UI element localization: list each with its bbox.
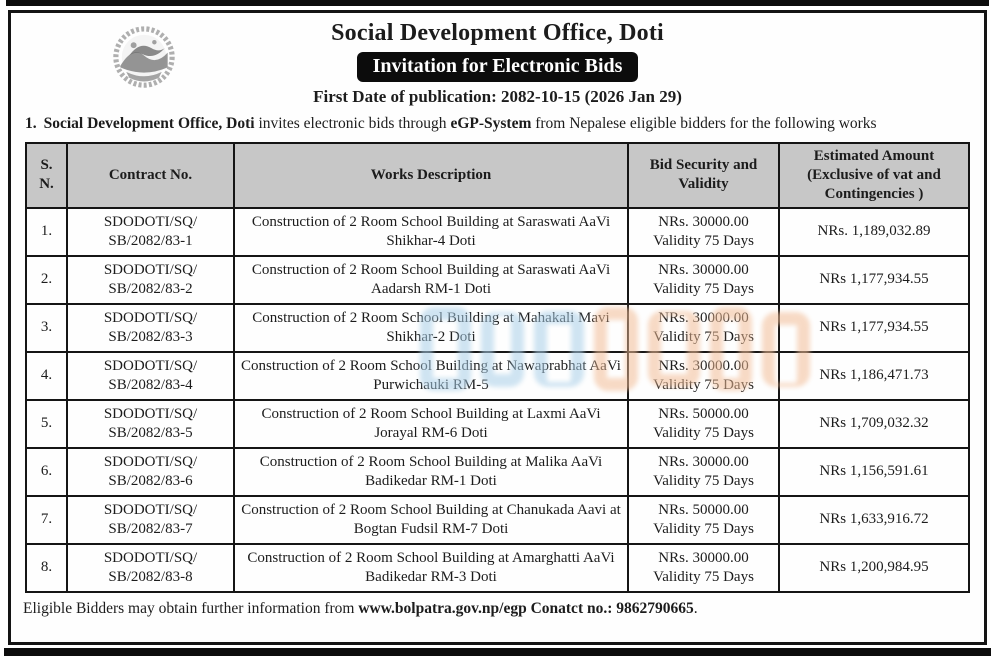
table-header-row: [26, 143, 969, 208]
header-contract: Contract No.: [67, 143, 234, 208]
amount-cell: NRs 1,177,934.55: [779, 256, 969, 304]
document-header: [11, 13, 984, 107]
amount-cell: NRs 1,156,591.61: [779, 448, 969, 496]
nepal-emblem-logo: [107, 21, 181, 99]
description-cell: Construction of 2 Room School Building at Malika AaVi Badikedar RM-1 Doti: [234, 448, 628, 496]
table-row: [26, 496, 969, 544]
contract-cell: SDODOTI/SQ/ SB/2082/83-3: [67, 304, 234, 352]
scan-artifact-top-strip: [6, 0, 989, 6]
contract-cell: SDODOTI/SQ/ SB/2082/83-2: [67, 256, 234, 304]
footer-note: Eligible Bidders may obtain further information from www.bolpatra.gov.np/egp Conatct no.: 9862790665.: [23, 599, 698, 617]
contract-cell: SDODOTI/SQ/ SB/2082/83-1: [67, 208, 234, 256]
table-row: [26, 256, 969, 304]
scan-artifact-bottom-strip: [4, 648, 991, 656]
intro-paragraph: [25, 114, 970, 134]
table-row: [26, 352, 969, 400]
contract-cell: SDODOTI/SQ/ SB/2082/83-6: [67, 448, 234, 496]
publication-date-line: First Date of publication: 2082-10-15 (2026 Jan 29): [313, 87, 682, 106]
security-cell: NRs. 30000.00 Validity 75 Days: [628, 256, 779, 304]
table-row: [26, 400, 969, 448]
table-row: [26, 448, 969, 496]
security-cell: NRs. 30000.00 Validity 75 Days: [628, 208, 779, 256]
header-description: Works Description: [234, 143, 628, 208]
intro-office-name: Social Development Office, Doti: [43, 115, 255, 132]
sn-cell: 4.: [26, 352, 67, 400]
amount-cell: NRs 1,633,916.72: [779, 496, 969, 544]
intro-number: 1.: [25, 115, 37, 132]
description-cell: Construction of 2 Room School Building at Amarghatti AaVi Badikedar RM-3 Doti: [234, 544, 628, 592]
description-cell: Construction of 2 Room School Building at Mahakali Mavi Shikhar-2 Doti: [234, 304, 628, 352]
security-cell: NRs. 50000.00 Validity 75 Days: [628, 496, 779, 544]
header-amount: Estimated Amount (Exclusive of vat and Contingencies ): [779, 143, 969, 208]
security-cell: NRs. 30000.00 Validity 75 Days: [628, 304, 779, 352]
sn-cell: 5.: [26, 400, 67, 448]
amount-cell: NRs. 1,189,032.89: [779, 208, 969, 256]
footer-contact-info: www.bolpatra.gov.np/egp Conatct no.: 9862790665: [358, 599, 694, 617]
contract-cell: SDODOTI/SQ/ SB/2082/83-4: [67, 352, 234, 400]
notice-document: [8, 10, 987, 645]
description-cell: Construction of 2 Room School Building at Chanukada Aavi at Bogtan Fudsil RM-7 Doti: [234, 496, 628, 544]
amount-cell: NRs 1,177,934.55: [779, 304, 969, 352]
contract-cell: SDODOTI/SQ/ SB/2082/83-8: [67, 544, 234, 592]
amount-cell: NRs 1,186,471.73: [779, 352, 969, 400]
sn-cell: 2.: [26, 256, 67, 304]
intro-text: Social Development Office, Doti invites electronic bids through eGP-System from Nepalese eligible bidders for the following works: [43, 115, 877, 132]
description-cell: Construction of 2 Room School Building at Nawaprabhat AaVi Purwichauki RM-5: [234, 352, 628, 400]
table-row: [26, 304, 969, 352]
contract-cell: SDODOTI/SQ/ SB/2082/83-7: [67, 496, 234, 544]
sn-cell: 8.: [26, 544, 67, 592]
description-cell: Construction of 2 Room School Building at Saraswati AaVi Shikhar-4 Doti: [234, 208, 628, 256]
description-cell: Construction of 2 Room School Building at Saraswati AaVi Aadarsh RM-1 Doti: [234, 256, 628, 304]
page-title: Social Development Office, Doti: [331, 20, 664, 46]
security-cell: NRs. 30000.00 Validity 75 Days: [628, 448, 779, 496]
security-cell: NRs. 30000.00 Validity 75 Days: [628, 352, 779, 400]
sn-cell: 6.: [26, 448, 67, 496]
table-row: [26, 544, 969, 592]
intro-egp-system: eGP-System: [450, 115, 532, 132]
table-row: [26, 208, 969, 256]
header-sn: S. N.: [26, 143, 67, 208]
amount-cell: NRs 1,709,032.32: [779, 400, 969, 448]
sn-cell: 7.: [26, 496, 67, 544]
invitation-badge: Invitation for Electronic Bids: [357, 52, 639, 82]
description-cell: Construction of 2 Room School Building at Laxmi AaVi Jorayal RM-6 Doti: [234, 400, 628, 448]
bids-table: [25, 142, 970, 593]
security-cell: NRs. 50000.00 Validity 75 Days: [628, 400, 779, 448]
sn-cell: 3.: [26, 304, 67, 352]
contract-cell: SDODOTI/SQ/ SB/2082/83-5: [67, 400, 234, 448]
header-security: Bid Security and Validity: [628, 143, 779, 208]
sn-cell: 1.: [26, 208, 67, 256]
amount-cell: NRs 1,200,984.95: [779, 544, 969, 592]
security-cell: NRs. 30000.00 Validity 75 Days: [628, 544, 779, 592]
